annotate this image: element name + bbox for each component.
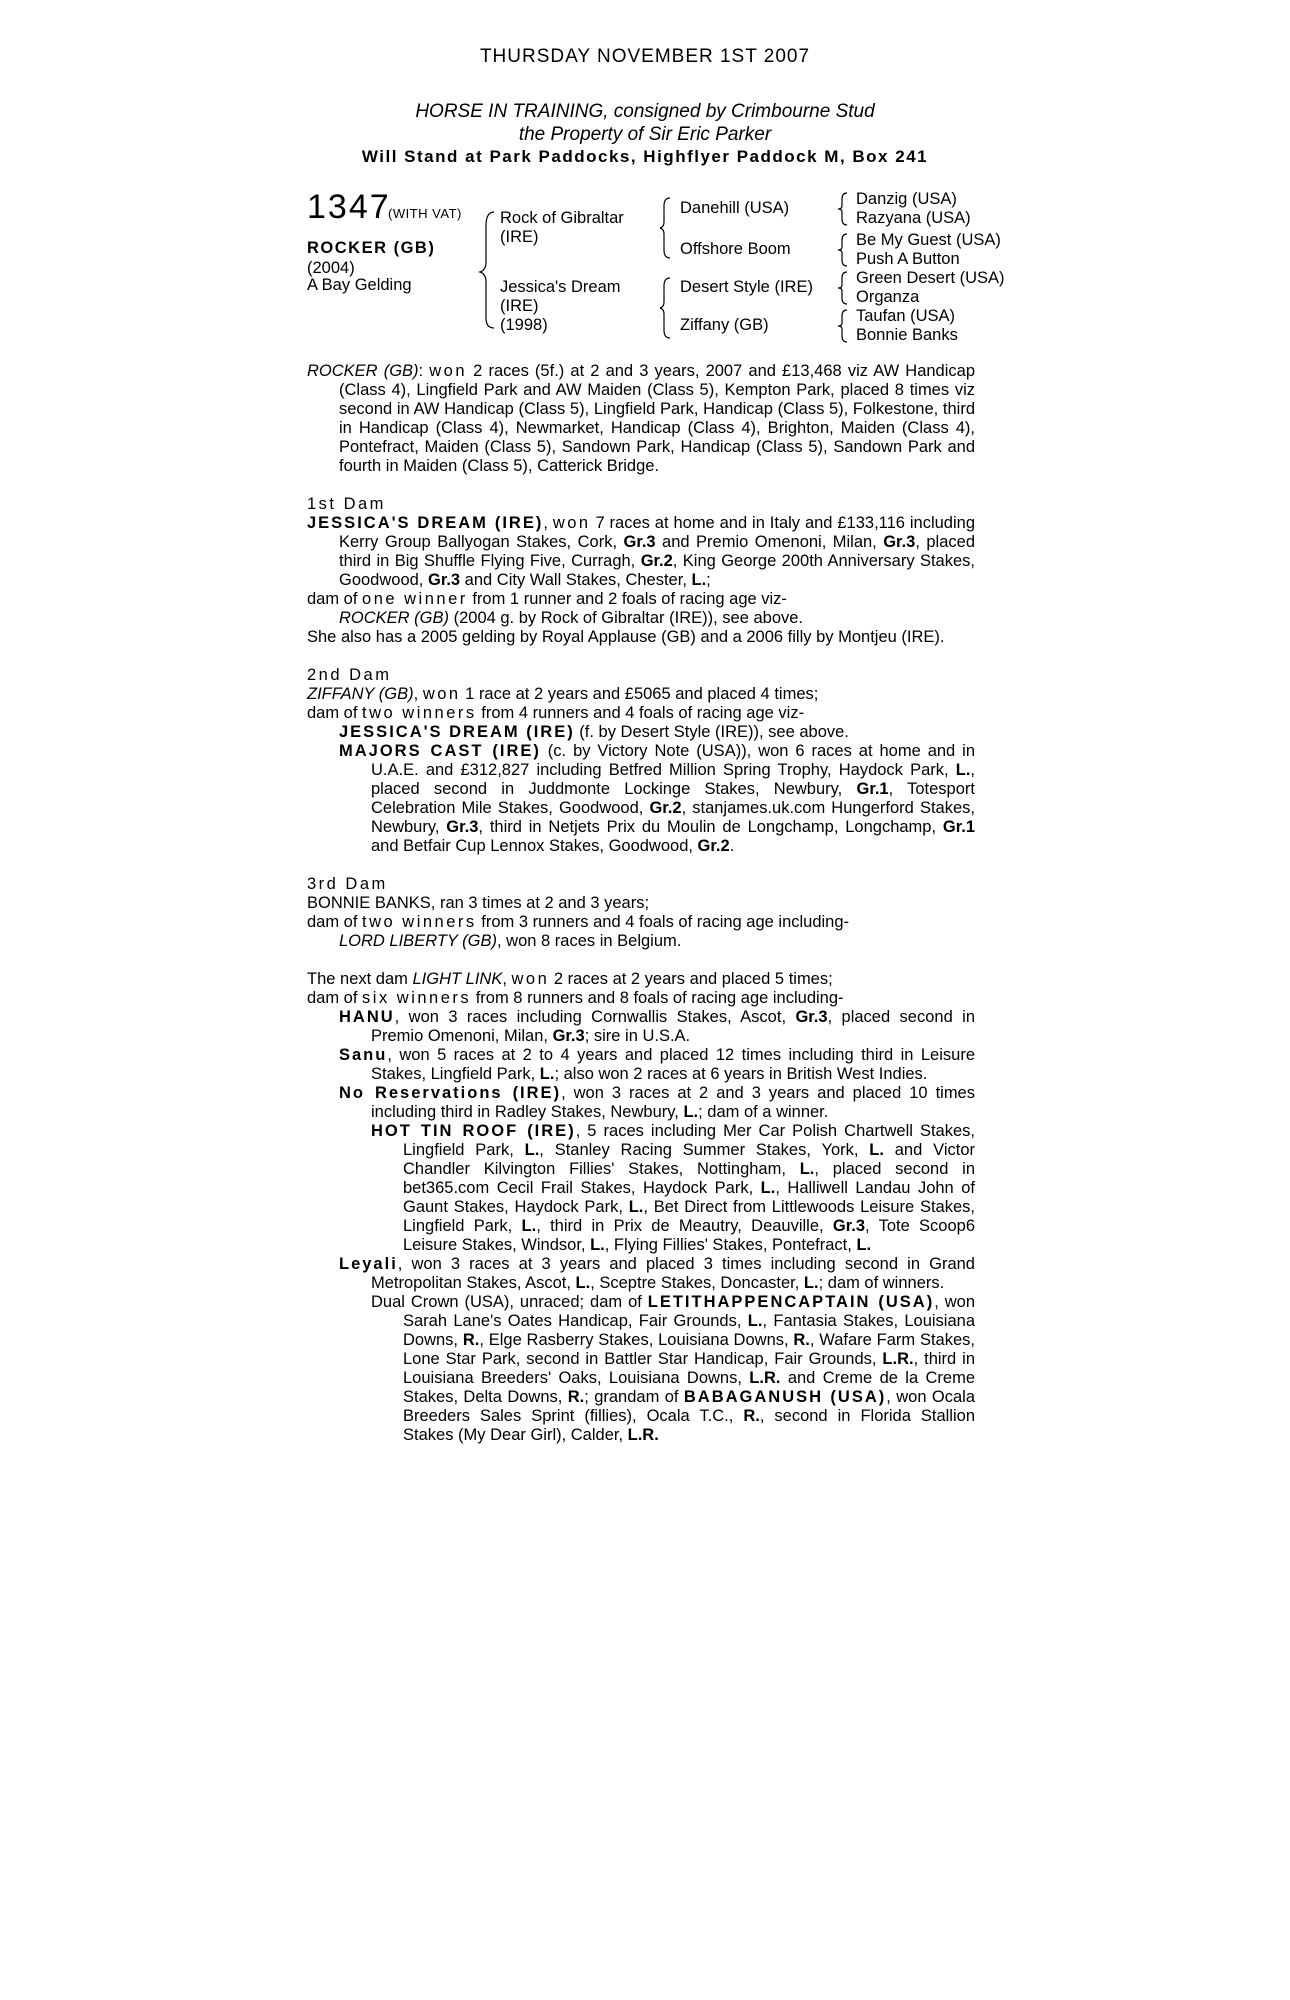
horse-description: A Bay Gelding [307, 276, 412, 294]
dam-record: The next dam LIGHT LINK, won 2 races at 2 years and placed 5 times; [307, 970, 833, 988]
dam-name: Jessica's Dream [500, 278, 621, 296]
sire-name: Rock of Gibraltar [500, 209, 624, 227]
produce-entry: HOT TIN ROOF (IRE), 5 races including Mer Car Polish Chartwell Stakes, Lingfield Park, L., Stanley Racing Summer Stakes, York, L. and Victor Chandler Kilvington Fillies' Stakes, Nottingham, L., placed second in bet365.com Cecil Frail Stakes, Haydock Park, L., Halliwell Landau John of Gaunt Stakes, Haydock Park, L., Bet Direct from Littlewoods Leisure Stakes, Lingfield Park, L., third in Prix de Meautry, Deauville, Gr.3, Tote Scoop6 Leisure Stakes, Windsor, L., Flying Fillies' Stakes, Pontefract, L. [371, 1122, 975, 1254]
second-dam-section [307, 666, 975, 856]
produce-entry: Leyali, won 3 races at 3 years and placed 3 times including second in Grand Metropolitan Stakes, Ascot, L., Sceptre Stakes, Doncaster, L.; dam of winners. [339, 1255, 975, 1292]
section-heading: 2nd Dam [307, 666, 392, 684]
horse-year: (2004) [307, 259, 355, 277]
g3-ancestor: Taufan (USA) [856, 307, 956, 325]
produce-entry: Dual Crown (USA), unraced; dam of LETITHAPPENCAPTAIN (USA), won Sarah Lane's Oates Handicap, Fair Grounds, L., Fantasia Stakes, Louisiana Downs, R., Elge Rasberry Stakes, Louisiana Downs, R., Wafare Farm Stakes, Lone Star Park, second in Battler Star Handicap, Fair Grounds, L.R., third in Louisiana Breeders' Oaks, Louisiana Downs, L.R. and Creme de la Creme Stakes, Delta Downs, R.; grandam of BABAGANUSH (USA), won Ocala Breeders Sales Sprint (fillies), Ocala T.C., R., second in Florida Stallion Stakes (My Dear Girl), Calder, L.R. [371, 1293, 976, 1444]
produce-entry: JESSICA'S DREAM (IRE) (f. by Desert Style (IRE)), see above. [339, 723, 849, 741]
sire-country: (IRE) [500, 228, 539, 246]
bracket-g3-4 [836, 308, 850, 344]
g3-ancestor: Danzig (USA) [856, 190, 957, 208]
g3-ancestor: Green Desert (USA) [856, 269, 1005, 287]
sire-sire: Danehill (USA) [680, 199, 790, 217]
produce-entry: No Reservations (IRE), won 3 races at 2 and 3 years and placed 10 times including third in Radley Stakes, Newbury, L.; dam of a winner. [339, 1084, 975, 1121]
produce-entry: LORD LIBERTY (GB), won 8 races in Belgium. [339, 932, 682, 950]
produce-summary: dam of one winner from 1 runner and 2 foals of racing age viz- [307, 590, 787, 608]
horse-record: ROCKER (GB): won 2 races (5f.) at 2 and 3 years, 2007 and £13,468 viz AW Handicap (Class 4), Lingfield Park and AW Maiden (Class 5), Kempton Park, placed 8 times viz second in AW Handicap (Class 5), Lingfield Park, Handicap (Class 5), Folkestone, third in Handicap (Class 4), Newmarket, Handicap (Class 4), Brighton, Maiden (Class 4), Pontefract, Maiden (Class 5), Sandown Park, Handicap (Class 5), Sandown Park and fourth in Maiden (Class 5), Catterick Bridge. [307, 362, 975, 475]
g3-ancestor: Bonnie Banks [856, 326, 958, 344]
lot-number: 1347 [307, 188, 391, 226]
produce-summary: dam of two winners from 4 runners and 4 foals of racing age viz- [307, 704, 805, 722]
g3-ancestor: Organza [856, 288, 920, 306]
section-heading: 1st Dam [307, 495, 386, 513]
dam-sire: Desert Style (IRE) [680, 278, 813, 296]
pedigree-notes [307, 362, 975, 1445]
dam-record: ZIFFANY (GB), won 1 race at 2 years and £5065 and placed 4 times; [307, 685, 819, 703]
vat-label: (WITH VAT) [388, 206, 462, 221]
produce-summary: dam of six winners from 8 runners and 8 foals of racing age including- [307, 989, 844, 1007]
bracket-g3-1 [836, 191, 850, 227]
dam-record: BONNIE BANKS, ran 3 times at 2 and 3 years; [307, 894, 650, 912]
next-dam-section [307, 970, 975, 1445]
g3-ancestor: Be My Guest (USA) [856, 231, 1001, 249]
first-dam-section [307, 495, 975, 647]
sire-bracket [658, 196, 674, 260]
horse-name: ROCKER (GB) [307, 239, 436, 257]
produce-entry: MAJORS CAST (IRE) (c. by Victory Note (USA)), won 6 races at home and in U.A.E. and £312,827 including Betfred Million Spring Trophy, Haydock Park, L., placed second in Juddmonte Lockinge Stakes, Newbury, Gr.1, Totesport Celebration Mile Stakes, Goodwood, Gr.2, stanjames.uk.com Hungerford Stakes, Newbury, Gr.3, third in Netjets Prix du Moulin de Longchamp, Longchamp, Gr.1 and Betfair Cup Lennox Stakes, Goodwood, Gr.2. [339, 742, 975, 855]
g3-ancestor: Push A Button [856, 250, 960, 268]
dam-bracket [658, 276, 674, 340]
consignor-line: HORSE IN TRAINING, consigned by Crimbourne Stud [415, 101, 875, 122]
section-heading: 3rd Dam [307, 875, 388, 893]
dam-country: (IRE) [500, 297, 539, 315]
dam-record: JESSICA'S DREAM (IRE), won 7 races at home and in Italy and £133,116 including Kerry Group Ballyogan Stakes, Cork, Gr.3 and Premio Omenoni, Milan, Gr.3, placed third in Big Shuffle Flying Five, Curragh, Gr.2, King George 200th Anniversary Stakes, Goodwood, Gr.3 and City Wall Stakes, Chester, L.; [307, 514, 975, 589]
produce-entry: HANU, won 3 races including Cornwallis Stakes, Ascot, Gr.3, placed second in Premio Omenoni, Milan, Gr.3; sire in U.S.A. [339, 1008, 975, 1045]
owner-line: the Property of Sir Eric Parker [518, 124, 772, 145]
bracket-g3-3 [836, 270, 850, 306]
g3-ancestor: Razyana (USA) [856, 209, 971, 227]
bracket-g3-2 [836, 232, 850, 268]
dam-year: (1998) [500, 316, 548, 334]
location-line: Will Stand at Park Paddocks, Highflyer Paddock M, Box 241 [361, 147, 929, 166]
sire-dam: Offshore Boom [680, 240, 791, 258]
produce-note: She also has a 2005 gelding by Royal Applause (GB) and a 2006 filly by Montjeu (IRE). [307, 628, 945, 646]
produce-summary: dam of two winners from 3 runners and 4 foals of racing age including- [307, 913, 850, 931]
sale-date: THURSDAY NOVEMBER 1ST 2007 [479, 46, 811, 67]
produce-entry: ROCKER (GB) (2004 g. by Rock of Gibraltar (IRE)), see above. [339, 609, 804, 627]
third-dam-section [307, 875, 975, 951]
produce-entry: Sanu, won 5 races at 2 to 4 years and placed 12 times including third in Leisure Stakes, Lingfield Park, L.; also won 2 races at 6 years in British West Indies. [339, 1046, 975, 1083]
dam-dam: Ziffany (GB) [680, 316, 769, 334]
